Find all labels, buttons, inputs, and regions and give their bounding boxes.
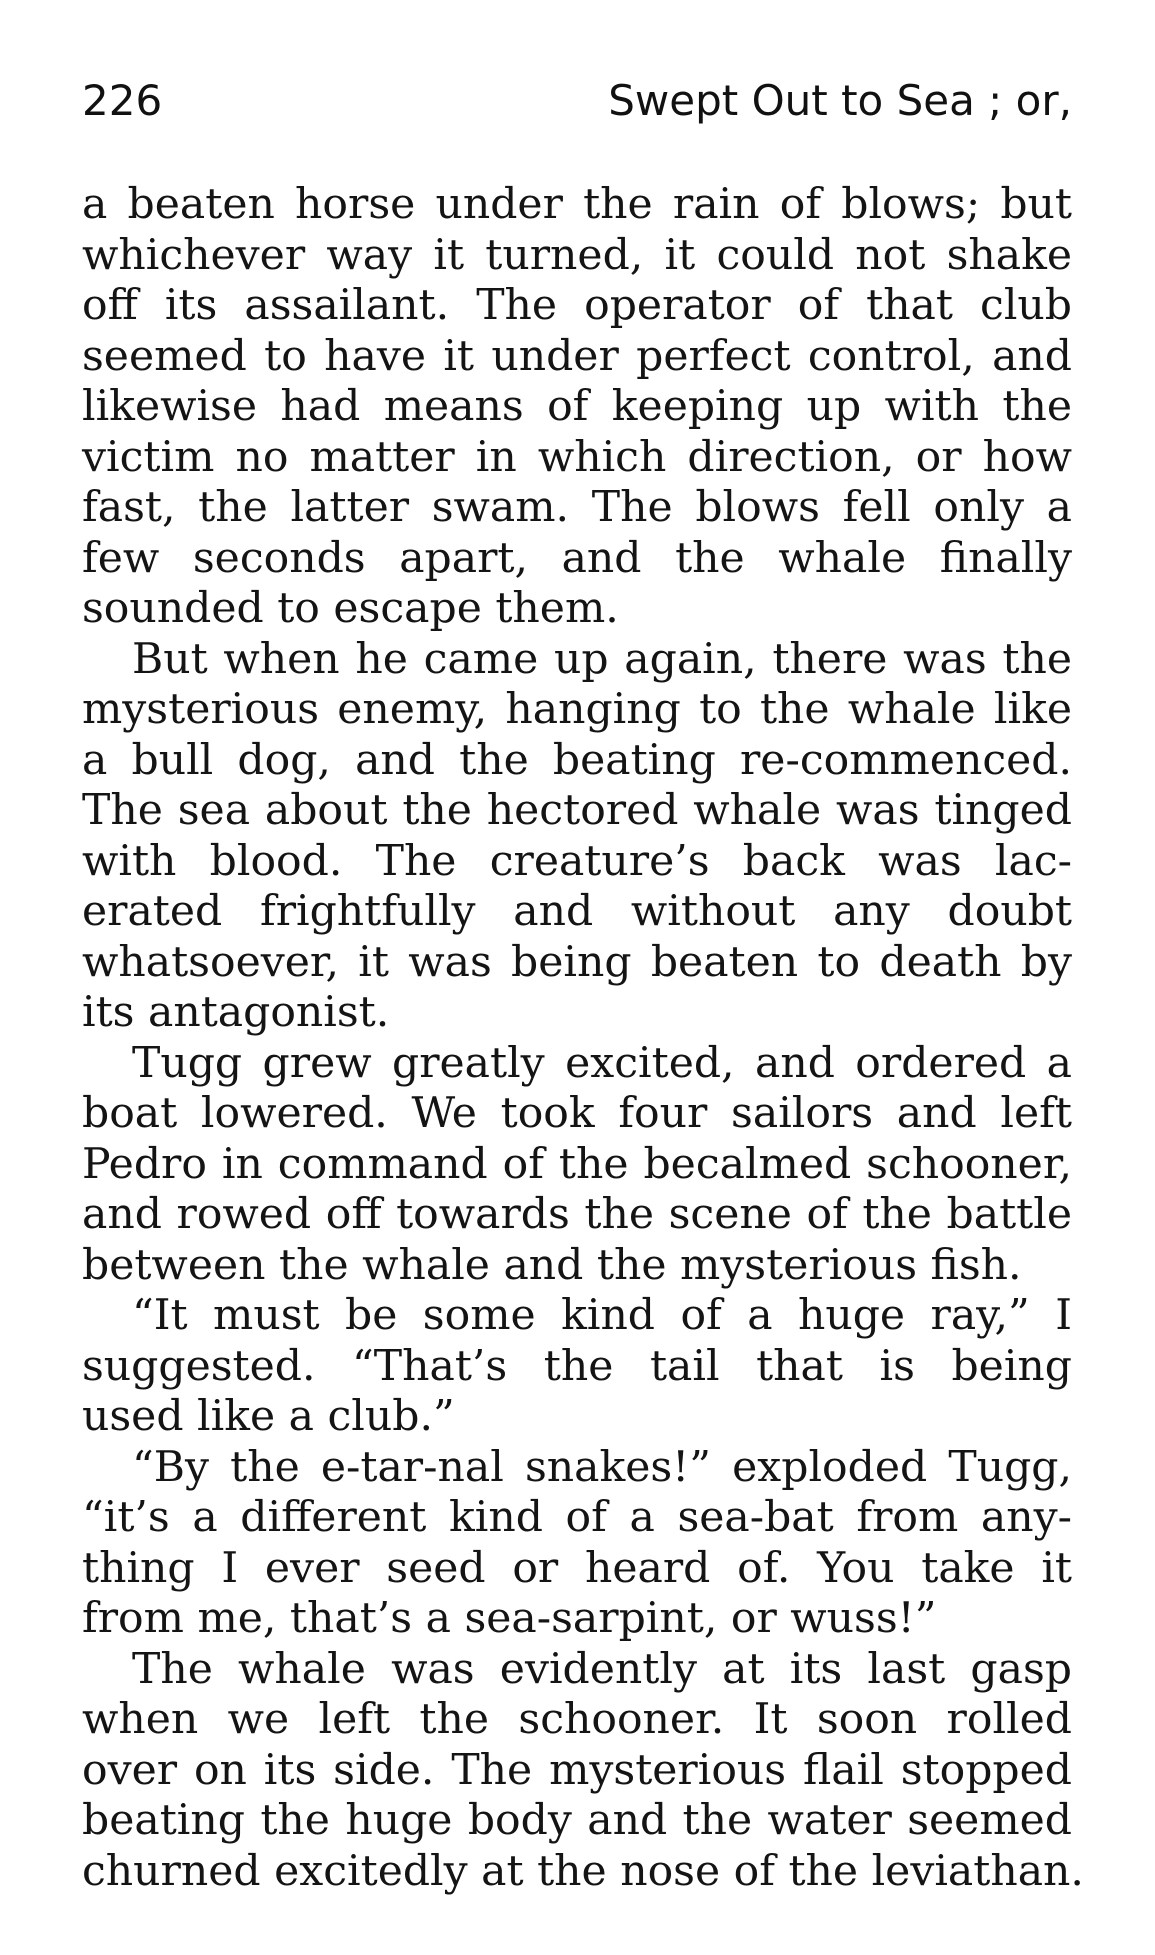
- text-line: Pedro in command of the becalmed schooner,: [82, 1139, 1072, 1189]
- text-line: off its assailant. The operator of that club: [82, 281, 1072, 330]
- text-line: thing I ever seed or heard of. You take it: [82, 1543, 1072, 1593]
- body-text: [82, 180, 1084, 1897]
- text-line: But when he came up again, there was the: [132, 634, 1072, 684]
- text-line: churned excitedly at the nose of the leviathan.: [82, 1846, 1084, 1896]
- text-line: sounded to escape them.: [82, 584, 619, 633]
- text-line: between the whale and the mysterious fish.: [82, 1240, 1022, 1290]
- text-line: few seconds apart, and the whale finally: [82, 533, 1072, 583]
- text-line: used like a club.”: [82, 1392, 455, 1441]
- text-line: its antagonist.: [82, 988, 390, 1037]
- text-line: Tugg grew greatly excited, and ordered a: [132, 1038, 1072, 1088]
- text-line: whichever way it turned, it could not shake: [82, 230, 1072, 280]
- text-line: fast, the latter swam. The blows fell only a: [82, 483, 1072, 532]
- text-line: “it’s a different kind of a sea-bat from any-: [82, 1493, 1072, 1542]
- text-line: and rowed off towards the scene of the battle: [82, 1190, 1072, 1239]
- running-title: Swept Out to Sea ; or,: [608, 76, 1072, 125]
- text-line: boat lowered. We took four sailors and left: [82, 1089, 1072, 1138]
- text-line: beating the huge body and the water seemed: [82, 1796, 1072, 1845]
- text-line: mysterious enemy, hanging to the whale like: [82, 685, 1072, 734]
- text-line: “It must be some kind of a huge ray,” I: [132, 1291, 1072, 1340]
- page-number: 226: [82, 76, 163, 125]
- book-page: [82, 66, 1084, 1896]
- text-line: over on its side. The mysterious flail stopped: [82, 1745, 1072, 1795]
- text-line: likewise had means of keeping up with the: [82, 382, 1072, 431]
- running-head: [82, 66, 1072, 136]
- text-line: erated frightfully and without any doubt: [82, 887, 1072, 936]
- text-line: a beaten horse under the rain of blows; but: [82, 180, 1072, 229]
- text-line: The sea about the hectored whale was tinged: [82, 786, 1072, 835]
- text-line: seemed to have it under perfect control, and: [82, 331, 1072, 381]
- text-line: The whale was evidently at its last gasp: [132, 1644, 1072, 1694]
- text-line: victim no matter in which direction, or how: [82, 432, 1072, 482]
- text-line: “By the e-tar-nal snakes!” exploded Tugg,: [132, 1442, 1072, 1492]
- text-line: from me, that’s a sea-sarpint, or wuss!”: [82, 1594, 937, 1643]
- text-line: a bull dog, and the beating re-commenced.: [82, 735, 1072, 785]
- text-line: suggested. “That’s the tail that is being: [82, 1341, 1072, 1391]
- text-line: with blood. The creature’s back was lac-: [82, 836, 1072, 886]
- text-line: whatsoever, it was being beaten to death by: [82, 937, 1072, 987]
- text-line: when we left the schooner. It soon rolled: [82, 1695, 1072, 1744]
